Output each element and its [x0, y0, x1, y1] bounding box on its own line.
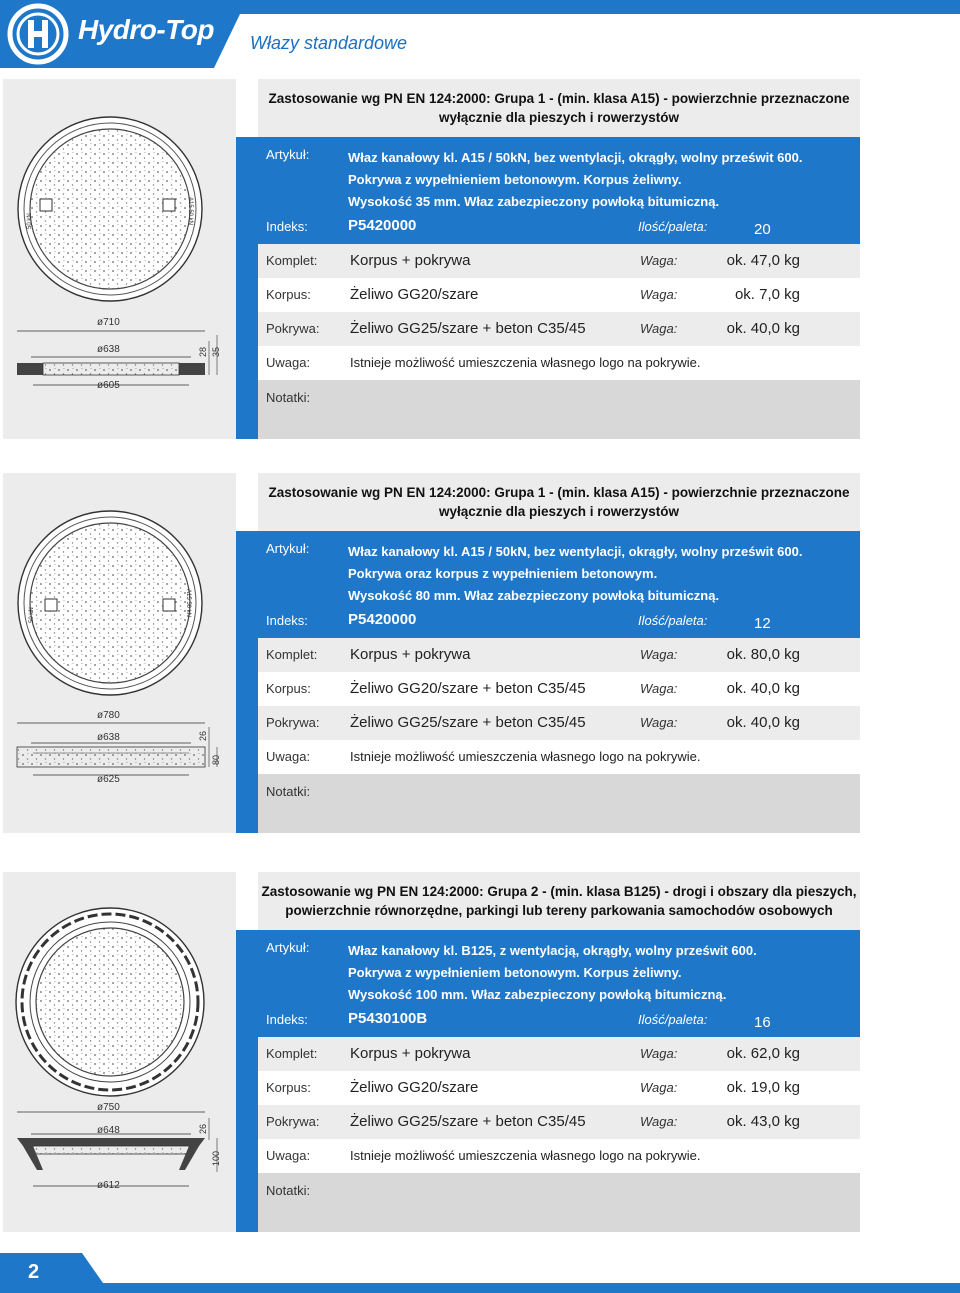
body-row: Korpus: Żeliwo GG20/szare Waga: ok. 7,0 kg — [258, 278, 860, 312]
footer-band — [0, 1253, 960, 1293]
set-weight: ok. 80,0 kg — [726, 646, 800, 663]
dim-outer: ø750 — [97, 1102, 120, 1113]
dim-height-1: 26 — [198, 730, 208, 741]
page-title: Włazy standardowe — [250, 33, 408, 53]
article-description: Właz kanałowy kl. B125, z wentylacją, okrągły, wolny prześwit 600. Pokrywa z wypełnieniem betonowym. Korpus żeliwny. Wysokość 100 mm. Właz zabezpieczony powłoką bitumiczną. — [348, 943, 757, 1002]
body-weight: ok. 19,0 kg — [726, 1079, 800, 1096]
product-card-1 — [3, 79, 860, 439]
cover-row: Pokrywa: Żeliwo GG25/szare + beton C35/45 Waga: ok. 43,0 kg — [258, 1105, 860, 1139]
brand-name: Hydro-Top — [78, 14, 214, 45]
body-row: Korpus: Żeliwo GG20/szare + beton C35/45 Waga: ok. 40,0 kg — [258, 672, 860, 706]
product-content — [236, 872, 860, 1232]
drawing-panel — [3, 473, 236, 833]
notes-row: Notatki: — [258, 380, 860, 439]
article-label: Artykuł: — [266, 147, 310, 162]
qty-value: 16 — [754, 1014, 771, 1031]
notes-row: Notatki: — [258, 774, 860, 833]
note-row: Uwaga: Istnieje możliwość umieszczenia własnego logo na pokrywie. — [258, 1139, 860, 1173]
body-row: Korpus: Żeliwo GG20/szare Waga: ok. 19,0 kg — [258, 1071, 860, 1105]
note-value: Istnieje możliwość umieszczenia własnego logo na pokrywie. — [350, 355, 701, 370]
index-value: P5420000 — [348, 611, 417, 628]
qty-value: 20 — [754, 221, 771, 238]
note-row: Uwaga: Istnieje możliwość umieszczenia własnego logo na pokrywie. — [258, 740, 860, 774]
dim-outer: ø710 — [97, 317, 120, 328]
dim-mid: ø638 — [97, 344, 120, 355]
note-value: Istnieje możliwość umieszczenia własnego logo na pokrywie. — [350, 749, 701, 764]
product-card-3 — [3, 872, 860, 1232]
cover-value: Żeliwo GG25/szare + beton C35/45 — [350, 1113, 586, 1130]
cover-value: Żeliwo GG25/szare + beton C35/45 — [350, 714, 586, 731]
set-row: Komplet: Korpus + pokrywa Waga: ok. 47,0 kg — [258, 244, 860, 278]
cover-weight: ok. 43,0 kg — [726, 1113, 800, 1130]
logo-icon — [2, 0, 74, 68]
qty-value: 12 — [754, 615, 771, 632]
cover-weight: ok. 40,0 kg — [726, 320, 800, 337]
dim-inner: ø612 — [97, 1180, 120, 1191]
index-label: Indeks: — [266, 613, 308, 628]
index-label: Indeks: — [266, 219, 308, 234]
dim-inner: ø605 — [97, 380, 120, 391]
notes-row: Notatki: — [258, 1173, 860, 1232]
index-value: P5420000 — [348, 217, 417, 234]
qty-label: Ilość/paleta: — [638, 613, 708, 628]
standard-heading: Zastosowanie wg PN EN 124:2000: Grupa 1 - (min. klasa A15) - powierzchnie przeznaczone wyłącznie dla pieszych i rowerzystów — [258, 79, 860, 137]
cover-value: Żeliwo GG25/szare + beton C35/45 — [350, 320, 586, 337]
set-weight: ok. 62,0 kg — [726, 1045, 800, 1062]
set-row: Komplet: Korpus + pokrywa Waga: ok. 62,0 kg — [258, 1037, 860, 1071]
set-row: Komplet: Korpus + pokrywa Waga: ok. 80,0 kg — [258, 638, 860, 672]
dim-height-1: 26 — [198, 1123, 208, 1134]
product-content — [236, 473, 860, 833]
drawing-panel — [3, 872, 236, 1232]
set-value: Korpus + pokrywa — [350, 252, 471, 269]
body-weight: ok. 40,0 kg — [726, 680, 800, 697]
dim-height-2: 100 — [211, 1150, 221, 1166]
accent-bar — [236, 137, 258, 439]
index-value: P5430100B — [348, 1010, 428, 1027]
product-content — [236, 79, 860, 439]
note-value: Istnieje możliwość umieszczenia własnego logo na pokrywie. — [350, 1148, 701, 1163]
body-value: Żeliwo GG20/szare — [350, 286, 479, 303]
article-label: Artykuł: — [266, 541, 310, 556]
manhole-drawing — [3, 473, 236, 833]
cover-row: Pokrywa: Żeliwo GG25/szare + beton C35/45 Waga: ok. 40,0 kg — [258, 706, 860, 740]
manhole-drawing — [3, 79, 236, 439]
header-band — [0, 0, 960, 68]
body-weight: ok. 7,0 kg — [734, 286, 800, 303]
drawing-panel — [3, 79, 236, 439]
body-value: Żeliwo GG20/szare + beton C35/45 — [350, 680, 586, 697]
dim-mid: ø648 — [97, 1125, 120, 1136]
set-weight: ok. 47,0 kg — [726, 252, 800, 269]
dim-inner: ø625 — [97, 774, 120, 785]
body-value: Żeliwo GG20/szare — [350, 1079, 479, 1096]
accent-bar — [236, 531, 258, 833]
dim-height-2: 80 — [211, 754, 221, 765]
dim-outer: ø780 — [97, 710, 120, 721]
note-row: Uwaga: Istnieje możliwość umieszczenia własnego logo na pokrywie. — [258, 346, 860, 380]
qty-label: Ilość/paleta: — [638, 219, 708, 234]
cover-weight: ok. 40,0 kg — [726, 714, 800, 731]
article-label: Artykuł: — [266, 940, 310, 955]
load-mark-right: A15 50 kN — [185, 589, 191, 618]
accent-bar — [236, 930, 258, 1232]
index-label: Indeks: — [266, 1012, 308, 1027]
set-value: Korpus + pokrywa — [350, 646, 471, 663]
page-number: 2 — [28, 1261, 40, 1283]
load-mark-left: 50 kN — [27, 213, 33, 229]
qty-label: Ilość/paleta: — [638, 1012, 708, 1027]
manhole-drawing — [3, 872, 236, 1232]
cover-row: Pokrywa: Żeliwo GG25/szare + beton C35/45 Waga: ok. 40,0 kg — [258, 312, 860, 346]
standard-heading: Zastosowanie wg PN EN 124:2000: Grupa 2 - (min. klasa B125) - drogi i obszary dla pieszych, powierzchnie równorzędne, parkingi lub tereny parkowania samochodów osobowych — [258, 872, 860, 930]
standard-heading: Zastosowanie wg PN EN 124:2000: Grupa 1 - (min. klasa A15) - powierzchnie przeznaczone wyłącznie dla pieszych i rowerzystów — [258, 473, 860, 531]
dim-height-2: 35 — [211, 346, 221, 357]
product-card-2 — [3, 473, 860, 833]
load-mark-right: A15 50 kN — [187, 197, 193, 226]
article-description: Właz kanałowy kl. A15 / 50kN, bez wentylacji, okrągły, wolny prześwit 600. Pokrywa oraz korpus z wypełnieniem betonowym. Wysokość 80 mm. Właz zabezpieczony powłoką bitumiczną. — [348, 544, 803, 603]
article-description: Właz kanałowy kl. A15 / 50kN, bez wentylacji, okrągły, wolny prześwit 600. Pokrywa z wypełnieniem betonowym. Korpus żeliwny. Wysokość 35 mm. Właz zabezpieczony powłoką bitumiczną. — [348, 150, 803, 209]
set-value: Korpus + pokrywa — [350, 1045, 471, 1062]
dim-height-1: 28 — [198, 346, 208, 357]
load-mark-left: 50 kN — [29, 607, 35, 623]
dim-mid: ø638 — [97, 732, 120, 743]
